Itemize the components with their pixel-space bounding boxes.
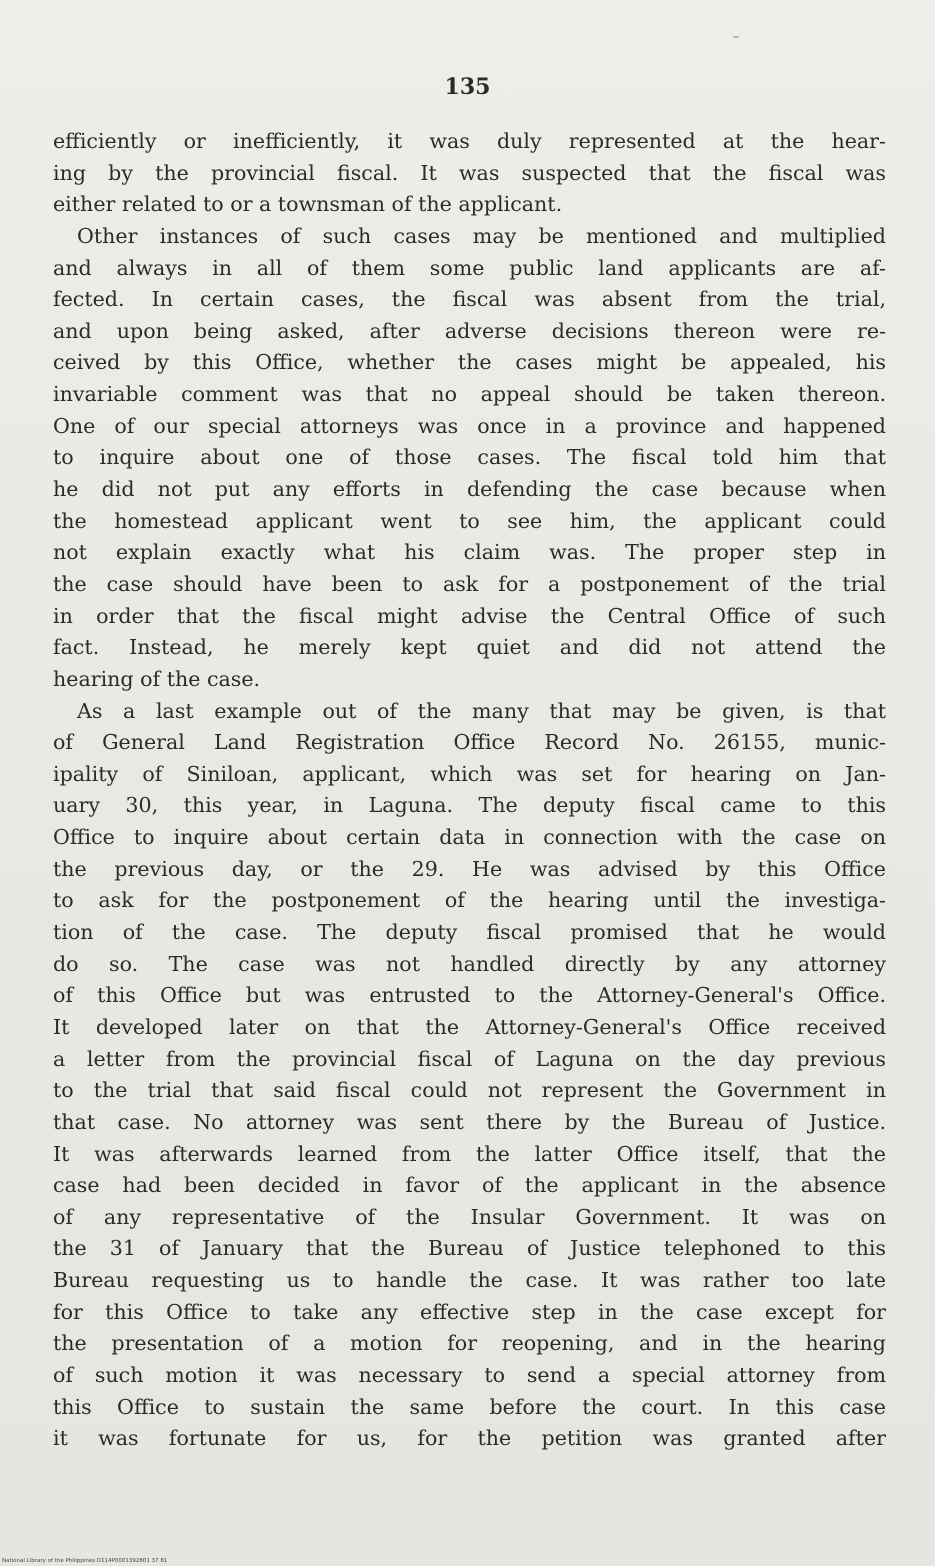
body-text <box>53 126 886 1455</box>
text-line: ipality of Siniloan, applicant, which was set for hearing on Jan- <box>53 761 886 786</box>
text-line: fact. Instead, he merely kept quiet and did not attend the <box>53 635 886 660</box>
text-line: it was fortunate for us, for the petition was granted after <box>53 1426 886 1451</box>
text-line: hearing of the case. <box>53 666 261 691</box>
text-line: for this Office to take any effective step in the case except for <box>53 1299 886 1324</box>
text-line: tion of the case. The deputy fiscal promised that he would <box>53 920 886 945</box>
text-line: Office to inquire about certain data in connection with the case on <box>53 825 886 850</box>
text-line: case had been decided in favor of the applicant in the absence <box>53 1173 886 1198</box>
text-line: the 31 of January that the Bureau of Justice telephoned to this <box>53 1236 886 1261</box>
text-line: Other instances of such cases may be mentioned and multiplied <box>77 223 886 248</box>
text-line: he did not put any efforts in defending the case because when <box>53 477 886 502</box>
text-line: to ask for the postponement of the hearing until the investiga- <box>53 888 886 913</box>
scan-footer: National Library of the Philippines D114P0001392801 37 81 <box>2 1558 168 1564</box>
text-line: ceived by this Office, whether the cases might be appealed, his <box>53 350 886 375</box>
text-line: the presentation of a motion for reopening, and in the hearing <box>53 1331 886 1356</box>
text-line: do so. The case was not handled directly by any attorney <box>53 951 886 976</box>
text-line: in order that the fiscal might advise the Central Office of such <box>53 603 886 628</box>
text-line: invariable comment was that no appeal should be taken thereon. <box>53 382 886 407</box>
page-number: 135 <box>444 74 491 100</box>
text-line: either related to or a townsman of the applicant. <box>53 192 563 217</box>
text-line: efficiently or inefficiently, it was duly represented at the hear- <box>53 129 886 153</box>
text-line: that case. No attorney was sent there by the Bureau of Justice. <box>53 1109 886 1134</box>
text-line: the homestead applicant went to see him, the applicant could <box>53 508 886 533</box>
text-line: fected. In certain cases, the fiscal was absent from the trial, <box>53 287 886 312</box>
text-line: to inquire about one of those cases. The fiscal told him that <box>53 445 886 470</box>
text-line: uary 30, this year, in Laguna. The deputy fiscal came to this <box>53 793 886 818</box>
text-line: the previous day, or the 29. He was advised by this Office <box>53 856 886 881</box>
text-line: and upon being asked, after adverse decisions thereon were re- <box>53 318 886 343</box>
text-line: of such motion it was necessary to send a special attorney from <box>53 1362 886 1387</box>
text-line: of this Office but was entrusted to the Attorney-General's Office. <box>53 983 886 1008</box>
text-line: It developed later on that the Attorney-General's Office received <box>53 1014 886 1039</box>
paragraph <box>53 221 886 696</box>
paragraph <box>53 126 886 221</box>
text-line: of General Land Registration Office Record No. 26155, munic- <box>53 730 886 755</box>
text-line: the case should have been to ask for a postponement of the trial <box>53 571 886 596</box>
text-line: As a last example out of the many that may be given, is that <box>77 698 886 723</box>
text-line: ing by the provincial fiscal. It was suspected that the fiscal was <box>53 160 886 185</box>
text-line: to the trial that said fiscal could not represent the Government in <box>53 1078 886 1103</box>
text-line: a letter from the provincial fiscal of Laguna on the day previous <box>53 1046 886 1071</box>
text-line: and always in all of them some public land applicants are af- <box>53 255 886 280</box>
text-line: It was afterwards learned from the latter Office itself, that the <box>53 1141 886 1166</box>
text-line: of any representative of the Insular Government. It was on <box>53 1204 886 1229</box>
text-line: this Office to sustain the same before the court. In this case <box>53 1394 886 1419</box>
scan-artifact <box>733 36 739 38</box>
text-line: One of our special attorneys was once in a province and happened <box>53 413 886 438</box>
text-line: Bureau requesting us to handle the case. It was rather too late <box>53 1268 886 1293</box>
text-line: not explain exactly what his claim was. The proper step in <box>53 540 886 565</box>
paragraph <box>53 696 886 1455</box>
